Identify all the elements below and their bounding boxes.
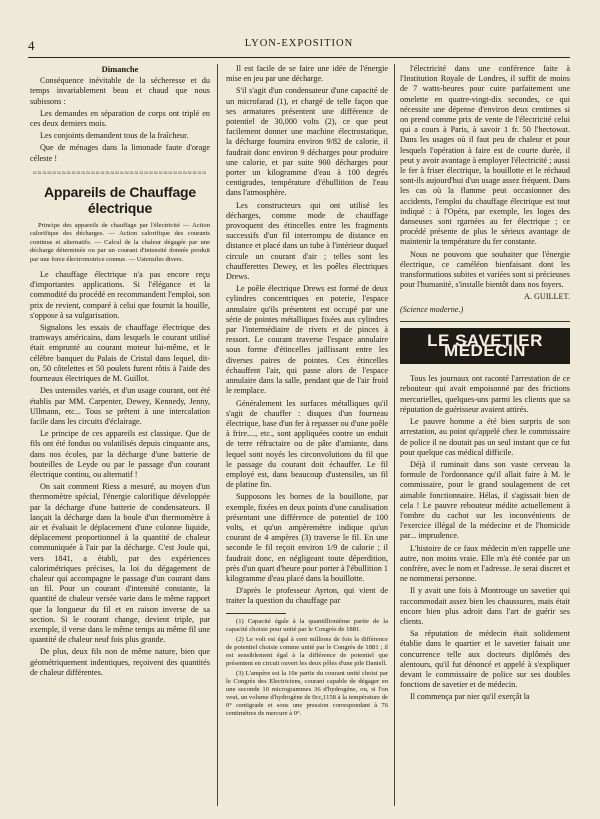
article-paragraph: L'histoire de ce faux médecin m'en rappelle une autre, non moins vraie. Elle m'a été contée par un confrère, avec le nom et l'adresse. Je serai discret et ne nommerai personne. [400,543,570,584]
sunday-paragraph: Conséquence inévitable de la sécheresse et du temps invariablement beau et chaud que nous subissons : [30,76,210,106]
column-divider-2 [394,64,395,806]
article-paragraph: Supposons les bornes de la bouillotte, par exemple, fixées en deux points d'une canalisation présentant une différence de potentiel de 100 volts, et qu'un ampèremètre indique qu'un courant de 4 ampères (3) traverse le fil. En une seconde le fil reçoit environ 1/9 de calorie ; il faudrait donc, en négligeant toute déperdition, près d'un quart d'heure pour porter à l'ébullition 1 kilogramme d'eau placé dans la bouillotte. [226,492,388,583]
sunday-paragraph: Les demandes en séparation de corps ont triplé en ces deux derniers mois. [30,108,210,129]
page-number: 4 [28,38,35,53]
column-divider-1 [217,64,218,806]
article-paragraph: D'après le professeur Ayrton, qui vient de traiter la question du chauffage par [226,586,388,606]
footnote: (3) L'ampère est la 10e partie du courant unité choisi par le Congrès des Electriciens, courant capable de dégager en une seconde 10 microgrammes 36 d'hydrogène, ou, si l'on veut, un volume d'hydrogène de 0cc,1158 à la température de 0° centigrade et sous une pression correspondant à 76 centimètres de mercure à 0°. [226,669,388,717]
ornament-divider: ≈≈≈≈≈≈≈≈≈≈≈≈≈≈≈≈≈≈≈≈≈≈≈≈≈≈≈≈≈≈≈≈≈≈≈≈ [32,168,208,177]
article-paragraph: Des ustensiles variés, et d'un usage courant, ont été établis par MM. Carpenter, Dewey, Kennedy, Jenny, Ullmann, etc... Tous se prêtent à une intercalation facile dans les circuits d'éclairage. [30,386,210,426]
article-paragraph: Signalons les essais de chauffage électrique des tramways américains, dans lesquels le courant utilisé était emprunté au courant moteur lui-même, et le célèbre banquet du Palais de Cristal dans lequel, dit-on, 50 côtelettes et 50 poulets furent rôtis à l'aide des fourneaux électriques de M. Guillot. [30,323,210,384]
article-title: Appareils de Chauffage électrique [44,184,196,217]
column-3 [400,64,570,804]
article-paragraph: Nous ne pouvons que souhaiter que l'énergie électrique, ce caméléon bienfaisant dont les transformations subites et variées sont si précieuses pour l'humanité, s'installe bientôt dans nos foyers. [400,249,570,290]
article-paragraph: Il commença par nier qu'il exerçât la [410,692,530,702]
column-2 [226,64,388,804]
article-paragraph: l'électricité dans une conférence faite à l'Institution Royale de Londres, il suffit de moins de 7 watts-heures pour cuire parfaitement une omelette en quatre-vingt-dix secondes, ce qui nécessite une dépense d'environ deux centimes si on prend comme prix de vente de l'électricité celui qui a cours à Paris, à savoir 1 fr. 50 l'hectowat. Dans les usages où il faut peu de chaleur et pour lesquels l'opération à faire est de courte durée, il peut y avoir avantage à employer l'électricité ; aussi le fer à friser électrique, la bouillotte et le réchaud sont-ils aujourd'hui d'un usage assez fréquent. Dans les cas où la flamme peut occasionner des accidents, l'emploi du chauffage électrique est tout indiqué : à l'Opéra, par exemple, les loges des danseuses sont rgarnées au fer électrique ; ce procédé présente de plus le sérieux avantage de maintenir la température du fer constante. [400,64,570,247]
sunday-paragraph: Que de ménages dans la limonade faute d'orage céleste ! [30,143,210,163]
article-paragraph: Tous les journaux ont raconté l'arrestation de ce rebouteur qui avait empoisonné par des frictions mercurielles, quelques-uns parmi les clients que sa réputation de guérisseur avaient attirés. [400,374,570,414]
article-paragraph: Le pauvre homme a été bien surpris de son arrestation, au point qu'appelé chez le commissaire de police il ne doutait pas un seul instant que ce fut pour quelque cas médical difficile. [400,417,570,457]
article-paragraph: Il est facile de se faire une idée de l'énergie mise en jeu par une décharge. [226,64,388,84]
section-rule [400,321,570,322]
footnote: (1) Capacité égale à la quantillionième partie de la capacité choisie pour unité par le Congrès de 1881. [226,617,388,633]
article-paragraph: Le principe de ces appareils est classique. Que de fils ont été fondus ou volatilisés depuis cinquante ans, dans nos écoles, par la décharge d'une batterie de bouteilles de Leyde ou par le passage d'un courant électrique continu, ou alternatif ! [30,429,210,479]
footnotes-rule [226,613,286,614]
source-citation: (Science moderne.) [400,304,464,314]
article-paragraph: Il y avait une fois à Montrouge un savetier qui raccommodait assez bien les chaussures, mais était encore bien plus adroit dans l'art de guérir ses clients. [400,586,570,626]
journal-title: LYON-EXPOSITION [244,38,354,49]
article-paragraph: Généralement les surfaces métalliques qu'il s'agit de chauffer : disques d'un fourneau électrique, base d'un fer à repasser ou d'une poêle à frire...., etc., sont appliquées contre un enduit de terre réfractaire ou de pâte d'amiante, dans lequel sont noyés les circonvolutions du fil que le passage du courant doit échauffer. Le fil employé est, dans beaucoup d'ustensiles, un fil de platine fin. [226,398,388,490]
article-paragraph: Le chauffage électrique n'a pas encore reçu d'importantes applications. Si l'élégance et la commodité du procédé en recommandent l'emploi, son prix de revient, comparé à celui que fournit la houille, s'oppose à sa vulgarisation. [30,270,210,320]
footnote: (2) Le volt est égal à cent millions de fois la différence de potentiel choisie comme unité par le Congrès de 1881 ; il est sensiblement égal à la différence de potentiel que présentent en circuit ouvert les deux pôles d'une pile Daniell. [226,635,388,667]
article-paragraph: De plus, deux fils non de même nature, bien que géométriquement indentiques, reçoivent des quantités de chaleur différentes. [30,647,210,677]
article-paragraph: Déjà il ruminait dans son vaste cerveau la formule de l'ordonnance qu'il allait faire à M. le commissaire, pour le grand soulagement de cet aimable fonctionnaire. Hélas, il s'agissait bien de cela ! Le pauvre rebouteur médite actuellement à l'ombre du cachot sur les inconvénients de l'exercice illégal de la médecine et de l'homicide par... imprudence. [400,459,570,541]
sunday-title: Dimanche [101,64,139,74]
article-paragraph: On sait comment Riess a mesuré, au moyen d'un thermomètre spécial, l'énergie calorifique développée par la décharge d'une batterie de condensateurs. Il lançait la décharge dans la boule d'un thermomètre à air et évaluait le déplacement d'une colonne liquide, déplacement proportionnel à la quantité de chaleur communiquée à l'air par la décharge. C'est Joule qui, vers 1841, a établi, par des expériences calorimétriques précises, la loi du dégagement de chaleur qui accompagne le passage d'un courant dans un fil. Pour un courant d'intensité constante, la quantité de chaleur versée varie dans le même rapport que la longueur du fil et en raison inverse de sa section. Si le courant change, devient triple, par exemple, il verse dans le même temps au même fil une quantité de chaleur neuf fois plus grande. [30,482,210,645]
header-rule [28,57,570,58]
banner-title: LE SAVETIER MÉDECIN [400,328,570,364]
sunday-paragraph: Les conjoints demandent tous de la fraîcheur. [40,131,189,141]
article-paragraph: Le poêle électrique Drews est formé de deux cylindres concentriques en poterie, l'espace annulaire qu'ils présentent est occupé par une série de pointes métalliques fixées aux cylindres par l'intermédiaire de rivets et de pinces à ressort. Le courant traverse l'espace annulaire sous forme d'étincelles jaillissant entre les diverses paires de pointes. Ces étincelles échauffent l'air, qui passe alors de l'espace annulaire dans la salle, pendant que de l'air froid le remplace. [226,284,388,396]
column-1 [30,64,210,804]
author-signature: A. GUILLET. [523,292,570,302]
article-paragraph: Les constructeurs qui ont utilisé les décharges, comme mode de chauffage provoquent des étincelles entre les fragments successifs d'un fil interrompu de distance en distance et placé dans un tube à l'intérieur duquel circule un courant d'air ; telles sont les chaufferettes Dewey, et les poêles électriques Drews. [226,200,388,282]
article-paragraph: S'il s'agit d'un condensateur d'une capacité de un microfarad (1), et chargé de telle façon que ses armatures présentent une différence de potentiel de 30,000 volts (2), ce que peut facilement donner une machine électrostatique, la décharge fournira environ 9/82 de calorie, il faudrait donc environ 9 décharges pour produire une calorie, et par suite 900 décharges pour porter un kilogramme d'eau à 100 degrés centigrades, température d'ébullition de l'eau dans l'atmosphère. [226,86,388,198]
article-summary: Principe des appareils de chauffage par l'électricité — Action calorifique des décharges. — Action calorifique des courants continus et alternatifs. — Calcul de la chaleur dégagée par une décharge déterminée ou par un courant d'intensité donnée produit par une force électromotrice connue. — Ustensiles divers. [30,222,210,263]
page-header [28,38,570,54]
article-paragraph: Sa réputation de médecin était solidement établie dans le quartier et le savetier faisait une concurrence telle aux docteurs diplômés des alentours, qu'il fut dénoncé et appelé à s'expliquer devant le commissaire de police sur ses doubles fonctions de savetier et de médecin. [400,629,570,690]
